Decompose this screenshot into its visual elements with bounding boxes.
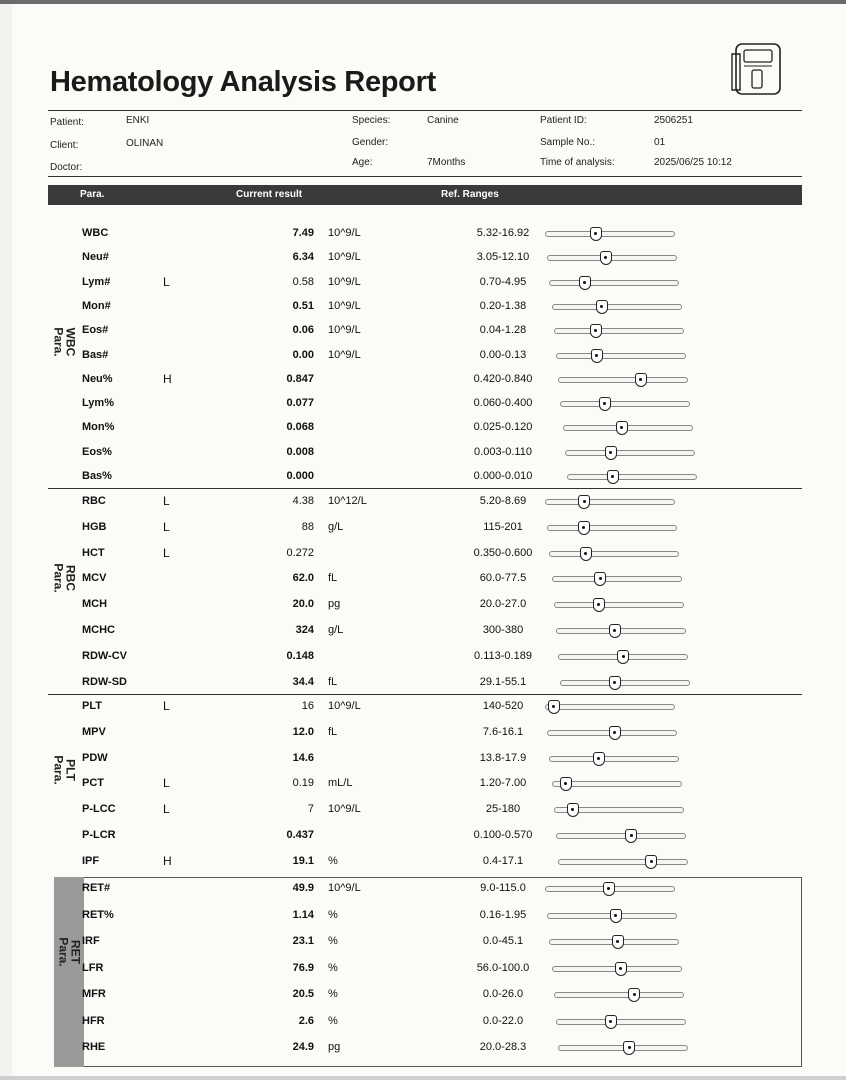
result-marker-icon — [623, 1041, 635, 1055]
result-marker-icon — [548, 700, 560, 714]
range-bar — [545, 499, 675, 505]
result-unit: g/L — [328, 624, 344, 636]
range-bar — [556, 628, 686, 634]
result-value: 62.0 — [292, 572, 314, 584]
table-row — [48, 773, 802, 795]
range-bar — [545, 704, 675, 710]
reference-range: 7.6-16.1 — [482, 726, 524, 738]
result-marker-icon — [594, 572, 606, 586]
reference-range: 1.20-7.00 — [479, 777, 527, 789]
result-unit: 10^9/L — [328, 227, 361, 239]
table-row — [48, 223, 802, 245]
range-bar — [552, 966, 682, 972]
result-value: 16 — [301, 700, 314, 712]
table-row — [48, 1011, 802, 1033]
abnormal-flag: H — [163, 854, 172, 868]
result-unit: 10^9/L — [328, 700, 361, 712]
reference-range: 0.025-0.120 — [473, 421, 533, 433]
column-ref-ranges: Ref. Ranges — [441, 189, 499, 200]
result-value: 19.1 — [292, 855, 314, 867]
result-marker-icon — [605, 1015, 617, 1029]
param-name: Mon% — [82, 421, 115, 433]
range-bar — [554, 602, 684, 608]
result-value: 14.6 — [292, 752, 314, 764]
range-bar — [549, 756, 679, 762]
report-title: Hematology Analysis Report — [50, 66, 436, 98]
reference-range: 0.16-1.95 — [479, 909, 527, 921]
patient-id-value: 2506251 — [654, 115, 693, 126]
result-value: 0.58 — [292, 276, 314, 288]
range-bar — [552, 781, 682, 787]
table-row — [48, 517, 802, 539]
result-unit: fL — [328, 572, 338, 584]
result-value: 20.0 — [292, 598, 314, 610]
table-row — [48, 931, 802, 953]
species-label: Species: — [352, 115, 391, 126]
table-row — [48, 748, 802, 770]
range-bar — [567, 474, 697, 480]
param-name: LFR — [82, 962, 104, 974]
table-row — [48, 320, 802, 342]
result-marker-icon — [593, 598, 605, 612]
result-marker-icon — [600, 251, 612, 265]
param-name: WBC — [82, 227, 109, 239]
result-marker-icon — [610, 909, 622, 923]
param-name: Lym# — [82, 276, 111, 288]
result-value: 2.6 — [298, 1015, 314, 1027]
reference-range: 0.20-1.38 — [479, 300, 527, 312]
result-value: 0.272 — [286, 547, 314, 559]
result-value: 0.000 — [286, 470, 314, 482]
result-marker-icon — [560, 777, 572, 791]
param-name: MCH — [82, 598, 108, 610]
param-name: Eos# — [82, 324, 109, 336]
range-bar — [547, 525, 677, 531]
result-value: 34.4 — [292, 676, 314, 688]
result-value: 20.5 — [292, 988, 314, 1000]
result-unit: 10^9/L — [328, 276, 361, 288]
table-row — [48, 594, 802, 616]
reference-range: 0.70-4.95 — [479, 276, 527, 288]
result-marker-icon — [635, 373, 647, 387]
range-bar — [549, 551, 679, 557]
param-name: Bas% — [82, 470, 112, 482]
result-marker-icon — [578, 495, 590, 509]
table-row — [48, 393, 802, 415]
abnormal-flag: L — [163, 494, 170, 508]
sample-no-label: Sample No.: — [540, 137, 596, 148]
gender-label: Gender: — [352, 137, 389, 148]
abnormal-flag: L — [163, 802, 170, 816]
result-marker-icon — [578, 521, 590, 535]
result-marker-icon — [609, 726, 621, 740]
result-marker-icon — [596, 300, 608, 314]
reference-range: 25-180 — [485, 803, 521, 815]
wbc-group-label: WBC Para. — [51, 327, 78, 357]
table-row — [48, 672, 802, 694]
result-marker-icon — [612, 935, 624, 949]
param-name: MFR — [82, 988, 106, 1000]
result-value: 7.49 — [292, 227, 314, 239]
reference-range: 0.003-0.110 — [474, 446, 532, 458]
range-bar — [547, 913, 677, 919]
info-rule — [48, 176, 802, 177]
result-unit: 10^9/L — [328, 803, 361, 815]
doctor-label: Doctor: — [50, 162, 83, 173]
page-bottom-edge — [0, 1076, 846, 1080]
result-marker-icon — [605, 446, 617, 460]
patient-label: Patient: — [50, 117, 84, 128]
analysis-time-label: Time of analysis: — [540, 157, 615, 168]
param-name: P-LCR — [82, 829, 116, 841]
range-bar — [556, 833, 686, 839]
table-row — [48, 799, 802, 821]
result-marker-icon — [628, 988, 640, 1002]
reference-range: 5.32-16.92 — [476, 227, 530, 239]
species-value: Canine — [427, 115, 459, 126]
table-row — [48, 369, 802, 391]
range-bar — [554, 992, 684, 998]
result-marker-icon — [609, 624, 621, 638]
range-bar — [563, 425, 693, 431]
reference-range: 0.000-0.010 — [473, 470, 533, 482]
result-marker-icon — [617, 650, 629, 664]
table-header — [48, 185, 802, 205]
reference-range: 0.00-0.13 — [479, 349, 527, 361]
result-value: 12.0 — [292, 726, 314, 738]
range-bar — [556, 353, 686, 359]
result-marker-icon — [616, 421, 628, 435]
range-bar — [549, 280, 679, 286]
reference-range: 9.0-115.0 — [480, 882, 526, 894]
age-label: Age: — [352, 157, 373, 168]
patient-value: ENKI — [126, 115, 150, 126]
result-value: 49.9 — [292, 882, 314, 894]
column-current-result: Current result — [236, 189, 303, 200]
table-row — [48, 905, 802, 927]
param-name: MPV — [82, 726, 106, 738]
abnormal-flag: L — [163, 776, 170, 790]
result-unit: 10^9/L — [328, 300, 361, 312]
result-unit: % — [328, 1015, 338, 1027]
table-row — [48, 442, 802, 464]
reference-range: 0.420-0.840 — [473, 373, 533, 385]
result-marker-icon — [645, 855, 657, 869]
table-row — [48, 272, 802, 294]
result-marker-icon — [567, 803, 579, 817]
result-marker-icon — [607, 470, 619, 484]
result-unit: % — [328, 988, 338, 1000]
abnormal-flag: H — [163, 372, 172, 386]
table-row — [48, 984, 802, 1006]
result-unit: % — [328, 962, 338, 974]
abnormal-flag: L — [163, 699, 170, 713]
param-name: IPF — [82, 855, 100, 867]
result-value: 324 — [295, 624, 314, 636]
reference-range: 29.1-55.1 — [479, 676, 527, 688]
param-name: Neu% — [82, 373, 113, 385]
reference-range: 0.0-26.0 — [482, 988, 524, 1000]
param-name: RDW-SD — [82, 676, 127, 688]
result-unit: % — [328, 909, 338, 921]
result-marker-icon — [593, 752, 605, 766]
result-value: 0.06 — [292, 324, 314, 336]
param-name: Lym% — [82, 397, 114, 409]
table-row — [48, 491, 802, 513]
reference-range: 0.0-22.0 — [482, 1015, 524, 1027]
range-bar — [545, 886, 675, 892]
result-marker-icon — [580, 547, 592, 561]
table-row — [48, 296, 802, 318]
result-unit: 10^12/L — [328, 495, 367, 507]
result-unit: g/L — [328, 521, 344, 533]
reference-range: 0.4-17.1 — [482, 855, 524, 867]
result-value: 23.1 — [292, 935, 314, 947]
reference-range: 0.04-1.28 — [479, 324, 527, 336]
param-name: P-LCC — [82, 803, 116, 815]
param-name: HFR — [82, 1015, 105, 1027]
analyzer-logo-icon — [728, 40, 784, 98]
result-value: 0.437 — [286, 829, 314, 841]
param-name: RHE — [82, 1041, 106, 1053]
rbc-group-label: RBC Para. — [51, 563, 78, 593]
table-row — [48, 696, 802, 718]
result-unit: pg — [328, 598, 341, 610]
param-name: PLT — [82, 700, 102, 712]
reference-range: 56.0-100.0 — [476, 962, 530, 974]
patient-id-label: Patient ID: — [540, 115, 587, 126]
table-row — [48, 466, 802, 488]
column-para: Para. — [80, 189, 105, 200]
result-unit: fL — [328, 726, 338, 738]
table-row — [48, 722, 802, 744]
table-row — [48, 878, 802, 900]
result-marker-icon — [591, 349, 603, 363]
ret-group-label: RET Para. — [56, 937, 83, 967]
param-name: PDW — [82, 752, 108, 764]
result-marker-icon — [590, 324, 602, 338]
result-value: 0.19 — [292, 777, 314, 789]
range-bar — [558, 859, 688, 865]
param-name: MCV — [82, 572, 107, 584]
table-row — [48, 646, 802, 668]
result-value: 4.38 — [292, 495, 314, 507]
table-row — [48, 1037, 802, 1059]
header-rule — [48, 110, 802, 111]
reference-range: 5.20-8.69 — [479, 495, 527, 507]
reference-range: 0.0-45.1 — [482, 935, 524, 947]
sample-no-value: 01 — [654, 137, 666, 148]
param-name: Eos% — [82, 446, 112, 458]
param-name: Bas# — [82, 349, 109, 361]
result-marker-icon — [625, 829, 637, 843]
result-marker-icon — [615, 962, 627, 976]
reference-range: 0.113-0.189 — [474, 650, 532, 662]
param-name: RET% — [82, 909, 114, 921]
result-value: 7 — [307, 803, 314, 815]
client-label: Client: — [50, 140, 79, 151]
table-row — [48, 345, 802, 367]
result-value: 0.068 — [286, 421, 314, 433]
result-value: 0.00 — [292, 349, 314, 361]
result-unit: % — [328, 855, 338, 867]
reference-range: 13.8-17.9 — [479, 752, 527, 764]
range-bar — [554, 807, 684, 813]
reference-range: 0.100-0.570 — [473, 829, 533, 841]
result-unit: 10^9/L — [328, 882, 361, 894]
param-name: RBC — [82, 495, 106, 507]
param-name: Neu# — [82, 251, 109, 263]
result-value: 0.077 — [286, 397, 314, 409]
result-value: 0.148 — [286, 650, 314, 662]
abnormal-flag: L — [163, 546, 170, 560]
reference-range: 0.350-0.600 — [473, 547, 533, 559]
result-marker-icon — [579, 276, 591, 290]
table-row — [48, 958, 802, 980]
range-bar — [552, 304, 682, 310]
reference-range: 300-380 — [482, 624, 524, 636]
abnormal-flag: L — [163, 275, 170, 289]
reference-range: 60.0-77.5 — [479, 572, 527, 584]
abnormal-flag: L — [163, 520, 170, 534]
result-unit: 10^9/L — [328, 324, 361, 336]
result-value: 88 — [301, 521, 314, 533]
table-row — [48, 825, 802, 847]
analysis-time-value: 2025/06/25 10:12 — [654, 157, 732, 168]
result-unit: 10^9/L — [328, 349, 361, 361]
range-bar — [552, 576, 682, 582]
wbc-group-divider — [48, 488, 802, 489]
table-row — [48, 247, 802, 269]
result-value: 0.847 — [286, 373, 314, 385]
range-bar — [560, 401, 690, 407]
rbc-group-divider — [48, 694, 802, 695]
range-bar — [558, 377, 688, 383]
table-row — [48, 620, 802, 642]
result-value: 76.9 — [292, 962, 314, 974]
param-name: RDW-CV — [82, 650, 127, 662]
client-value: OLINAN — [126, 138, 164, 149]
range-bar — [558, 654, 688, 660]
range-bar — [547, 730, 677, 736]
result-marker-icon — [609, 676, 621, 690]
range-bar — [547, 255, 677, 261]
range-bar — [556, 1019, 686, 1025]
table-row — [48, 417, 802, 439]
param-name: HGB — [82, 521, 107, 533]
table-row — [48, 543, 802, 565]
result-unit: % — [328, 935, 338, 947]
result-value: 0.008 — [286, 446, 314, 458]
result-value: 6.34 — [292, 251, 314, 263]
table-row — [48, 851, 802, 873]
result-unit: pg — [328, 1041, 341, 1053]
param-name: HCT — [82, 547, 105, 559]
reference-range: 20.0-27.0 — [479, 598, 527, 610]
range-bar — [565, 450, 695, 456]
range-bar — [549, 939, 679, 945]
param-name: IRF — [82, 935, 100, 947]
result-marker-icon — [599, 397, 611, 411]
reference-range: 115-201 — [483, 521, 523, 533]
result-value: 24.9 — [292, 1041, 314, 1053]
result-value: 0.51 — [292, 300, 314, 312]
param-name: PCT — [82, 777, 104, 789]
range-bar — [558, 1045, 688, 1051]
range-bar — [554, 328, 684, 334]
param-name: RET# — [82, 882, 111, 894]
age-value: 7Months — [427, 157, 466, 168]
result-unit: 10^9/L — [328, 251, 361, 263]
range-bar — [560, 680, 690, 686]
plt-group-label: PLT Para. — [51, 755, 78, 785]
range-bar — [545, 231, 675, 237]
result-unit: mL/L — [328, 777, 353, 789]
result-unit: fL — [328, 676, 338, 688]
param-name: Mon# — [82, 300, 111, 312]
param-name: MCHC — [82, 624, 115, 636]
reference-range: 140-520 — [482, 700, 524, 712]
result-marker-icon — [603, 882, 615, 896]
result-value: 1.14 — [292, 909, 314, 921]
table-row — [48, 568, 802, 590]
result-marker-icon — [590, 227, 602, 241]
reference-range: 0.060-0.400 — [473, 397, 533, 409]
reference-range: 20.0-28.3 — [479, 1041, 527, 1053]
reference-range: 3.05-12.10 — [476, 251, 530, 263]
